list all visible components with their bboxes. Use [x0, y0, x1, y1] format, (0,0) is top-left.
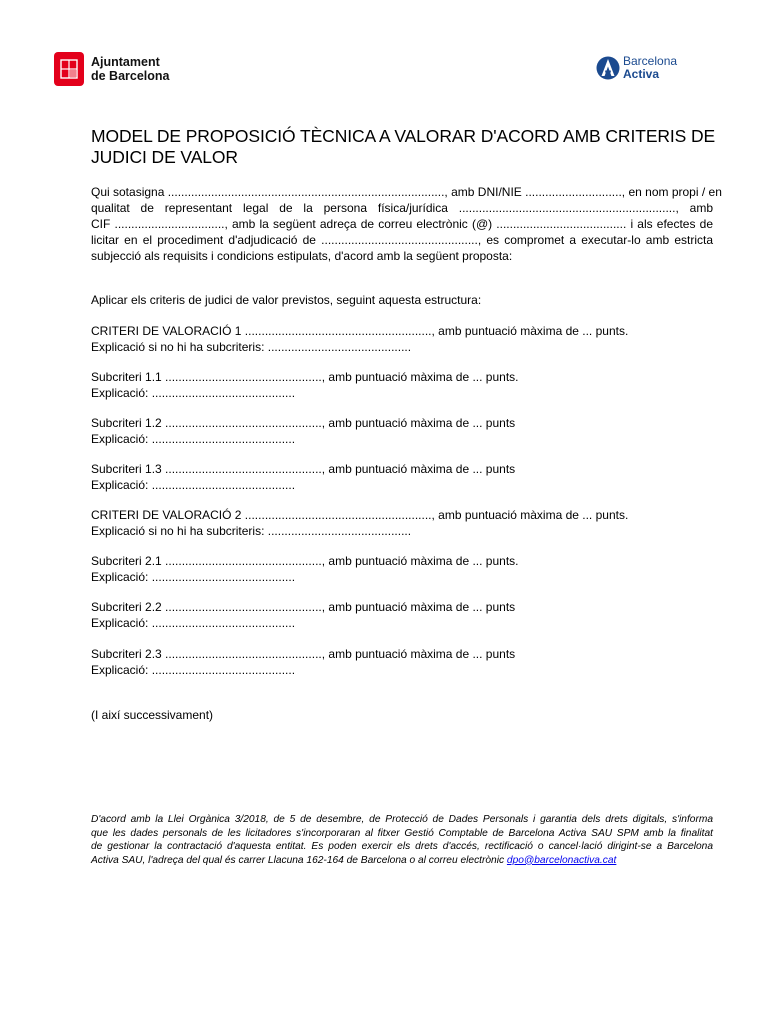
criterion-explanation: Explicació si no hi ha subcriteris: ........................................... — [91, 523, 412, 538]
criterion-block — [91, 462, 515, 493]
ajuntament-shield-icon — [54, 52, 84, 86]
criterion-explanation: Explicació: ........................................... — [91, 569, 296, 584]
title-line2: JUDICI DE VALOR — [91, 147, 238, 167]
activa-logo-line2: Activa — [623, 67, 660, 81]
criterion-explanation: Explicació: ........................................... — [91, 477, 296, 492]
footer-line: de gestionar la contractació d'aquesta entitat. Es poden exercir els drets d'accés, rectificació o cancel·lació dirigint-se a Barcelona — [91, 841, 713, 852]
criterion-block — [91, 508, 628, 539]
intro-line: CIF ................................., amb la següent adreça de correu electrònic (@) ....................................... i als efectes de — [91, 217, 713, 231]
dpo-email-link[interactable]: dpo@barcelonactiva.cat — [506, 854, 617, 866]
criterion-heading: Subcriteri 1.2 ..............................................., amb puntuació màxima de ... punts — [91, 416, 516, 430]
criterion-block — [91, 600, 515, 631]
data-protection-footer — [91, 813, 713, 867]
criterion-heading: Subcriteri 1.1 ..............................................., amb puntuació màxima de ... punts. — [91, 370, 519, 384]
criterion-heading: Subcriteri 1.3 ..............................................., amb puntuació màxima de ... punts — [91, 462, 516, 476]
intro-line: licitar en el procediment d'adjudicació de ..............................................., es compromet a executar-lo amb estricta — [91, 233, 713, 247]
criterion-heading: Subcriteri 2.2 ..............................................., amb puntuació màxima de ... punts — [91, 600, 516, 614]
criterion-explanation: Explicació: ........................................... — [91, 385, 296, 400]
ajuntament-logo-line2: de Barcelona — [91, 69, 170, 83]
criterion-explanation: Explicació: ........................................... — [91, 615, 296, 630]
ajuntament-logo — [54, 52, 170, 86]
criterion-block — [91, 370, 519, 401]
barcelona-activa-a-icon — [596, 54, 620, 82]
footer-line: que les dades personals de les licitadores s'incorporaran al fitxer Gestió Comptable de Barcelona Activa SAU SPM amb la finalitat — [91, 827, 713, 839]
activa-logo-line1: Barcelona — [623, 54, 678, 68]
intro-line: subjecció als requisits i condicions estipulats, d'acord amb la següent proposta: — [91, 249, 513, 263]
continuation-note: (I així successivament) — [91, 708, 214, 722]
barcelona-activa-logo — [596, 54, 677, 82]
criterion-heading: CRITERI DE VALORACIÓ 1 ........................................................, amb puntuació màxima de ... punts. — [91, 324, 629, 338]
criterion-heading: Subcriteri 2.3 ..............................................., amb puntuació màxima de ... punts — [91, 647, 516, 661]
criterion-block — [91, 554, 519, 585]
criterion-block — [91, 647, 515, 678]
document-title — [91, 126, 716, 168]
intro-paragraph — [91, 184, 722, 264]
footer-line — [91, 854, 713, 868]
criterion-heading: Subcriteri 2.1 ..............................................., amb puntuació màxima de ... punts. — [91, 554, 519, 568]
criterion-explanation: Explicació: ........................................... — [91, 431, 296, 446]
ajuntament-logo-line1: Ajuntament — [91, 55, 160, 69]
footer-last-line-text: Activa SAU, l'adreça del qual és carrer Llacuna 162-164 de Barcelona o al correu electrònic — [91, 854, 507, 866]
intro-line: Qui sotasigna ..................................................................................., amb DNI/NIE ............................., en nom propi / en — [91, 185, 722, 199]
footer-line: D'acord amb la Llei Orgànica 3/2018, de 5 de desembre, de Protecció de Dades Personals i garantia dels drets digitals, s'informa — [91, 814, 713, 825]
intro-line: qualitat de representant legal de la persona física/jurídica ................................................................., amb — [91, 201, 713, 215]
instructions-text: Aplicar els criteris de judici de valor previstos, seguint aquesta estructura: — [91, 293, 482, 307]
criterion-heading: CRITERI DE VALORACIÓ 2 ........................................................, amb puntuació màxima de ... punts. — [91, 508, 629, 522]
criterion-explanation: Explicació: ........................................... — [91, 662, 296, 677]
criterion-block — [91, 324, 628, 355]
criterion-explanation: Explicació si no hi ha subcriteris: ........................................... — [91, 339, 412, 354]
criterion-block — [91, 416, 515, 447]
title-line1: MODEL DE PROPOSICIÓ TÈCNICA A VALORAR D'ACORD AMB CRITERIS DE — [91, 126, 716, 146]
